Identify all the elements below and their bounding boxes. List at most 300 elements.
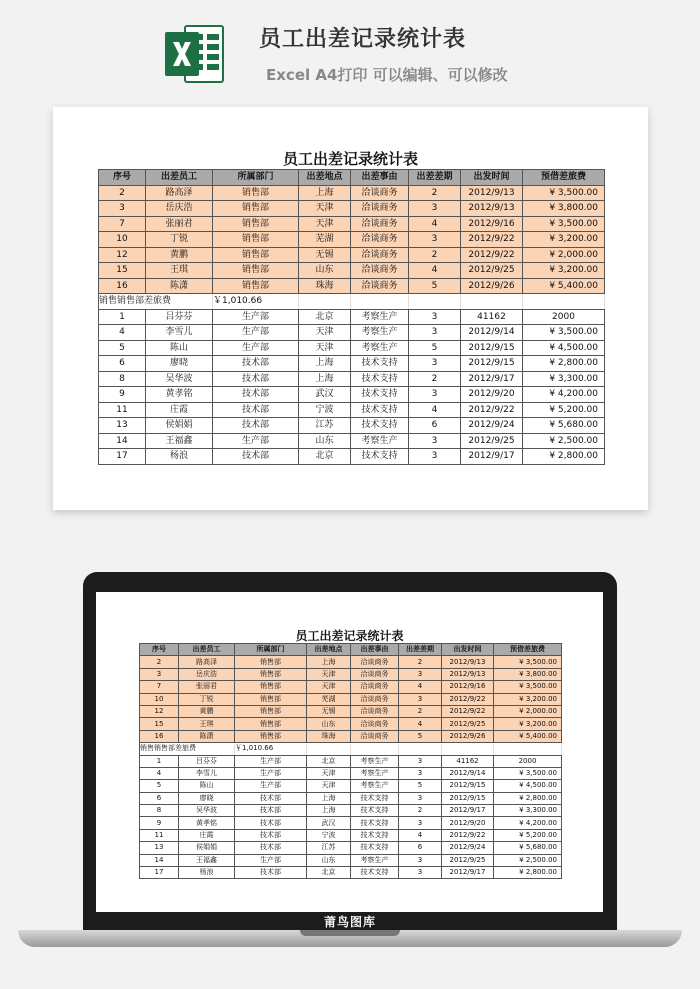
table-cell: 技术部: [235, 867, 307, 879]
table-cell: 廖晓: [146, 356, 213, 372]
table-row: [99, 185, 605, 201]
table-row: [99, 402, 605, 418]
table-cell: 销售部: [235, 718, 307, 730]
table-cell: 销售部: [235, 656, 307, 668]
table-row: [140, 656, 562, 668]
table-cell: 2012/9/24: [461, 418, 523, 434]
table-cell: 2012/9/15: [461, 340, 523, 356]
table-cell: 3: [99, 201, 146, 217]
summary-row: [99, 294, 605, 310]
table-cell: 吴华波: [179, 805, 235, 817]
table-cell: 技术支持: [351, 387, 409, 403]
table-row: [140, 755, 562, 767]
table-cell: 上海: [299, 371, 351, 387]
table-cell: 技术支持: [351, 867, 399, 879]
table-cell: 技术部: [213, 402, 299, 418]
table-cell: 2012/9/17: [461, 449, 523, 465]
table-cell: 技术支持: [351, 829, 399, 841]
page-header: [0, 0, 700, 100]
table-cell: 3: [399, 867, 442, 879]
table-cell: 5: [409, 278, 461, 294]
table-body: [99, 185, 605, 464]
table-cell: 技术部: [235, 805, 307, 817]
table-cell: 技术支持: [351, 418, 409, 434]
watermark-label: 莆鸟图库: [323, 915, 376, 929]
table-row: [99, 433, 605, 449]
table-cell: 陈潇: [146, 278, 213, 294]
column-header: 出差差期: [409, 170, 461, 186]
table-cell: 武汉: [299, 387, 351, 403]
table-cell: 3: [409, 309, 461, 325]
table-cell: 技术支持: [351, 371, 409, 387]
table-cell: 侯娟娟: [179, 842, 235, 854]
table-cell: ¥ 2,800.00: [523, 449, 605, 465]
table-cell: 2012/9/22: [461, 247, 523, 263]
table-cell: 2: [399, 656, 442, 668]
table-cell: 岳庆浩: [179, 668, 235, 680]
table-cell: 丁锐: [146, 232, 213, 248]
table-cell: 天津: [307, 668, 351, 680]
table-cell: 2012/9/13: [461, 185, 523, 201]
excel-icon: [163, 22, 227, 86]
table-cell: 王琪: [179, 718, 235, 730]
table-cell: 3: [399, 668, 442, 680]
table-cell: ¥ 5,680.00: [523, 418, 605, 434]
table-cell: 路高泽: [179, 656, 235, 668]
table-row: [140, 842, 562, 854]
table-cell: ¥ 3,300.00: [494, 805, 562, 817]
table-cell: 13: [140, 842, 179, 854]
column-header: 所属部门: [235, 644, 307, 656]
empty-cell: [399, 743, 442, 755]
table-cell: 技术支持: [351, 792, 399, 804]
table-cell: 销售部: [235, 705, 307, 717]
table-cell: 上海: [299, 185, 351, 201]
table-cell: 天津: [299, 340, 351, 356]
table-cell: ¥ 2,000.00: [494, 705, 562, 717]
table-cell: 2012/9/17: [442, 805, 494, 817]
table-cell: 技术部: [235, 817, 307, 829]
table-cell: ¥ 2,500.00: [523, 433, 605, 449]
table-cell: 2012/9/22: [442, 829, 494, 841]
table-cell: 洽谈商务: [351, 216, 409, 232]
table-cell: 4: [409, 216, 461, 232]
table-cell: 销售部: [235, 730, 307, 742]
table-cell: 13: [99, 418, 146, 434]
column-header: 出差事由: [351, 170, 409, 186]
table-cell: ¥ 3,800.00: [494, 668, 562, 680]
table-cell: ¥ 3,200.00: [523, 232, 605, 248]
table-cell: 李雪儿: [146, 325, 213, 341]
table-cell: 2012/9/14: [461, 325, 523, 341]
table-row: [99, 325, 605, 341]
table-cell: 14: [99, 433, 146, 449]
travel-table: [139, 643, 562, 879]
table-cell: 陈山: [179, 780, 235, 792]
table-cell: 2: [399, 705, 442, 717]
table-cell: 4: [409, 263, 461, 279]
table-cell: 考察生产: [351, 433, 409, 449]
table-cell: 考察生产: [351, 325, 409, 341]
table-cell: 生产部: [235, 755, 307, 767]
table-cell: ¥ 4,200.00: [494, 817, 562, 829]
table-cell: 生产部: [235, 767, 307, 779]
table-row: [99, 278, 605, 294]
table-cell: 2012/9/13: [442, 656, 494, 668]
table-cell: 销售部: [235, 693, 307, 705]
table-cell: 2012/9/26: [461, 278, 523, 294]
table-cell: 侯娟娟: [146, 418, 213, 434]
table-cell: 3: [399, 817, 442, 829]
table-cell: 5: [399, 730, 442, 742]
table-row: [140, 767, 562, 779]
table-cell: 销售部: [235, 681, 307, 693]
column-header: 预借差旅费: [523, 170, 605, 186]
table-cell: 8: [140, 805, 179, 817]
table-cell: 考察生产: [351, 340, 409, 356]
table-cell: 考察生产: [351, 755, 399, 767]
table-cell: 王福鑫: [179, 854, 235, 866]
table-cell: 技术部: [213, 371, 299, 387]
table-cell: 3: [399, 767, 442, 779]
table-row: [99, 309, 605, 325]
main-title: 员工出差记录统计表: [259, 27, 467, 52]
table-cell: 2: [99, 185, 146, 201]
table-row: [140, 780, 562, 792]
table-cell: 8: [99, 371, 146, 387]
table-cell: 3: [399, 792, 442, 804]
table-cell: 3: [409, 325, 461, 341]
table-row: [99, 387, 605, 403]
table-cell: 2012/9/17: [461, 371, 523, 387]
table-row: [140, 668, 562, 680]
table-cell: 天津: [299, 216, 351, 232]
table-cell: ¥ 3,200.00: [523, 263, 605, 279]
empty-cell: [299, 294, 351, 310]
table-cell: 吕芬芬: [179, 755, 235, 767]
summary-label: 销售销售部差旅费: [99, 294, 213, 310]
sheet-title: 员工出差记录统计表: [295, 629, 404, 643]
table-cell: 山东: [307, 718, 351, 730]
table-cell: ¥ 5,200.00: [523, 402, 605, 418]
table-cell: 15: [140, 718, 179, 730]
table-cell: 销售部: [213, 185, 299, 201]
table-row: [140, 718, 562, 730]
table-cell: ¥ 4,200.00: [523, 387, 605, 403]
table-cell: 销售部: [213, 216, 299, 232]
table-cell: 黄鹏: [179, 705, 235, 717]
table-cell: 3: [399, 693, 442, 705]
table-cell: 3: [409, 433, 461, 449]
laptop-notch: [300, 930, 400, 936]
laptop-screen: [96, 592, 603, 912]
table-cell: 珠海: [307, 730, 351, 742]
table-cell: 11: [99, 402, 146, 418]
table-cell: 销售部: [213, 201, 299, 217]
table-cell: 2012/9/15: [461, 356, 523, 372]
table-cell: ¥ 2,500.00: [494, 854, 562, 866]
table-cell: 2000: [494, 755, 562, 767]
table-cell: 技术部: [235, 842, 307, 854]
table-cell: 黄孝铭: [179, 817, 235, 829]
table-body: [140, 656, 562, 879]
table-cell: 5: [409, 340, 461, 356]
table-cell: 张丽君: [179, 681, 235, 693]
table-cell: 4: [399, 681, 442, 693]
table-cell: 2000: [523, 309, 605, 325]
table-cell: 5: [99, 340, 146, 356]
table-row: [140, 867, 562, 879]
table-cell: 3: [409, 387, 461, 403]
table-cell: ¥ 3,200.00: [494, 718, 562, 730]
table-cell: 上海: [307, 792, 351, 804]
table-cell: 吴华波: [146, 371, 213, 387]
table-cell: 15: [99, 263, 146, 279]
table-row: [99, 216, 605, 232]
table-cell: 天津: [299, 325, 351, 341]
table-cell: ¥ 3,500.00: [494, 767, 562, 779]
table-cell: 庄霞: [146, 402, 213, 418]
table-cell: 宁波: [307, 829, 351, 841]
table-cell: 生产部: [213, 309, 299, 325]
table-cell: 2012/9/22: [442, 705, 494, 717]
table-cell: ¥ 3,500.00: [523, 185, 605, 201]
column-header: 序号: [140, 644, 179, 656]
table-cell: 6: [399, 842, 442, 854]
column-header: 预借差旅费: [494, 644, 562, 656]
column-header: 出差地点: [299, 170, 351, 186]
table-row: [140, 681, 562, 693]
table-cell: 洽谈商务: [351, 201, 409, 217]
table-cell: 宁波: [299, 402, 351, 418]
table-cell: 山东: [299, 263, 351, 279]
table-cell: 无锡: [299, 247, 351, 263]
table-cell: 3: [409, 356, 461, 372]
table-cell: 9: [99, 387, 146, 403]
table-cell: ¥ 3,500.00: [494, 656, 562, 668]
table-cell: 黄鹏: [146, 247, 213, 263]
table-cell: 张丽君: [146, 216, 213, 232]
table-row: [99, 449, 605, 465]
table-cell: ¥ 4,500.00: [494, 780, 562, 792]
table-cell: 4: [99, 325, 146, 341]
column-header: 出发时间: [442, 644, 494, 656]
table-cell: ¥ 3,500.00: [523, 325, 605, 341]
table-cell: 6: [99, 356, 146, 372]
table-header-row: [99, 170, 605, 186]
table-cell: 芜湖: [299, 232, 351, 248]
table-cell: 技术部: [213, 356, 299, 372]
table-cell: 陈潇: [179, 730, 235, 742]
table-cell: 销售部: [213, 247, 299, 263]
table-cell: 生产部: [235, 854, 307, 866]
table-cell: 洽谈商务: [351, 693, 399, 705]
table-cell: ¥ 5,680.00: [494, 842, 562, 854]
table-cell: 生产部: [213, 433, 299, 449]
table-cell: 4: [409, 402, 461, 418]
table-cell: 生产部: [213, 325, 299, 341]
table-cell: 岳庆浩: [146, 201, 213, 217]
table-row: [99, 371, 605, 387]
table-cell: 王琪: [146, 263, 213, 279]
table-cell: ¥ 5,400.00: [494, 730, 562, 742]
column-header: 出差事由: [351, 644, 399, 656]
table-row: [140, 805, 562, 817]
table-cell: 珠海: [299, 278, 351, 294]
table-row: [140, 817, 562, 829]
table-cell: ¥ 5,200.00: [494, 829, 562, 841]
table-cell: 路高泽: [146, 185, 213, 201]
table-cell: 3: [399, 755, 442, 767]
table-cell: 17: [140, 867, 179, 879]
empty-cell: [461, 294, 523, 310]
table-cell: 杨浪: [179, 867, 235, 879]
table-cell: 2012/9/22: [461, 232, 523, 248]
table-cell: ¥ 3,500.00: [494, 681, 562, 693]
table-cell: 黄孝铭: [146, 387, 213, 403]
table-cell: 销售部: [213, 278, 299, 294]
table-cell: 洽谈商务: [351, 185, 409, 201]
table-cell: 5: [399, 780, 442, 792]
table-cell: ¥ 2,800.00: [494, 792, 562, 804]
table-row: [99, 340, 605, 356]
table-cell: 考察生产: [351, 854, 399, 866]
table-cell: 2012/9/25: [461, 263, 523, 279]
table-cell: ¥ 3,500.00: [523, 216, 605, 232]
table-cell: 2: [399, 805, 442, 817]
summary-value: ￥1,010.66: [213, 294, 299, 310]
table-cell: 销售部: [213, 232, 299, 248]
summary-label: 销售销售部差旅费: [140, 743, 235, 755]
table-cell: 17: [99, 449, 146, 465]
table-cell: 洽谈商务: [351, 232, 409, 248]
empty-cell: [307, 743, 351, 755]
travel-table: [98, 169, 605, 465]
table-cell: 9: [140, 817, 179, 829]
table-cell: 1: [140, 755, 179, 767]
table-row: [99, 201, 605, 217]
table-cell: 2012/9/16: [461, 216, 523, 232]
table-cell: 技术支持: [351, 356, 409, 372]
sheet-title: 员工出差记录统计表: [282, 150, 418, 168]
column-header: 所属部门: [213, 170, 299, 186]
table-cell: 生产部: [235, 780, 307, 792]
table-cell: ¥ 3,200.00: [494, 693, 562, 705]
table-cell: 41162: [442, 755, 494, 767]
table-cell: 技术部: [213, 449, 299, 465]
empty-cell: [494, 743, 562, 755]
table-cell: ¥ 5,400.00: [523, 278, 605, 294]
table-cell: 考察生产: [351, 780, 399, 792]
table-cell: 2012/9/20: [442, 817, 494, 829]
table-cell: 陈山: [146, 340, 213, 356]
table-cell: 北京: [299, 449, 351, 465]
empty-cell: [523, 294, 605, 310]
table-cell: 洽谈商务: [351, 263, 409, 279]
table-cell: 芜湖: [307, 693, 351, 705]
table-cell: 王福鑫: [146, 433, 213, 449]
table-cell: 2012/9/17: [442, 867, 494, 879]
table-cell: 无锡: [307, 705, 351, 717]
table-cell: 洽谈商务: [351, 730, 399, 742]
table-cell: 洽谈商务: [351, 681, 399, 693]
table-row: [140, 792, 562, 804]
table-cell: 上海: [299, 356, 351, 372]
table-cell: 考察生产: [351, 767, 399, 779]
subtitle: Excel A4打印 可以编辑、可以修改: [266, 66, 508, 84]
column-header: 序号: [99, 170, 146, 186]
table-cell: 上海: [307, 805, 351, 817]
table-cell: 4: [399, 718, 442, 730]
table-cell: 2012/9/22: [442, 693, 494, 705]
table-cell: 6: [409, 418, 461, 434]
table-cell: 洽谈商务: [351, 278, 409, 294]
table-cell: 2012/9/16: [442, 681, 494, 693]
table-cell: 生产部: [213, 340, 299, 356]
table-cell: 山东: [307, 854, 351, 866]
table-cell: 杨浪: [146, 449, 213, 465]
table-cell: 41162: [461, 309, 523, 325]
table-cell: 10: [140, 693, 179, 705]
table-cell: ¥ 4,500.00: [523, 340, 605, 356]
table-row: [140, 854, 562, 866]
table-cell: 2: [409, 185, 461, 201]
table-cell: 7: [140, 681, 179, 693]
summary-value: ￥1,010.66: [235, 743, 307, 755]
table-cell: 3: [399, 854, 442, 866]
table-cell: 7: [99, 216, 146, 232]
table-header-row: [140, 644, 562, 656]
table-cell: 天津: [307, 681, 351, 693]
table-cell: 北京: [307, 867, 351, 879]
table-cell: 2: [140, 656, 179, 668]
table-cell: 11: [140, 829, 179, 841]
table-cell: 4: [399, 829, 442, 841]
table-cell: 洽谈商务: [351, 656, 399, 668]
table-cell: 2012/9/13: [442, 668, 494, 680]
table-cell: 2012/9/22: [461, 402, 523, 418]
table-cell: 2012/9/15: [442, 780, 494, 792]
table-row: [99, 232, 605, 248]
table-row: [140, 730, 562, 742]
table-cell: 洽谈商务: [351, 705, 399, 717]
table-cell: 技术部: [213, 387, 299, 403]
column-header: 出差地点: [307, 644, 351, 656]
column-header: 出发时间: [461, 170, 523, 186]
table-cell: 李雪儿: [179, 767, 235, 779]
table-cell: 技术支持: [351, 817, 399, 829]
table-cell: 12: [140, 705, 179, 717]
table-cell: 洽谈商务: [351, 668, 399, 680]
table-cell: 洽谈商务: [351, 718, 399, 730]
table-cell: 2012/9/26: [442, 730, 494, 742]
table-cell: 2012/9/20: [461, 387, 523, 403]
summary-row: [140, 743, 562, 755]
table-cell: ¥ 3,800.00: [523, 201, 605, 217]
table-cell: 天津: [299, 201, 351, 217]
table-cell: 2012/9/25: [461, 433, 523, 449]
table-row: [99, 263, 605, 279]
table-cell: 销售部: [235, 668, 307, 680]
table-cell: 丁锐: [179, 693, 235, 705]
table-cell: 吕芬芬: [146, 309, 213, 325]
column-header: 出差员工: [179, 644, 235, 656]
table-cell: 2: [409, 371, 461, 387]
table-row: [140, 693, 562, 705]
table-cell: 2012/9/13: [461, 201, 523, 217]
table-cell: 技术部: [213, 418, 299, 434]
table-cell: 技术支持: [351, 842, 399, 854]
